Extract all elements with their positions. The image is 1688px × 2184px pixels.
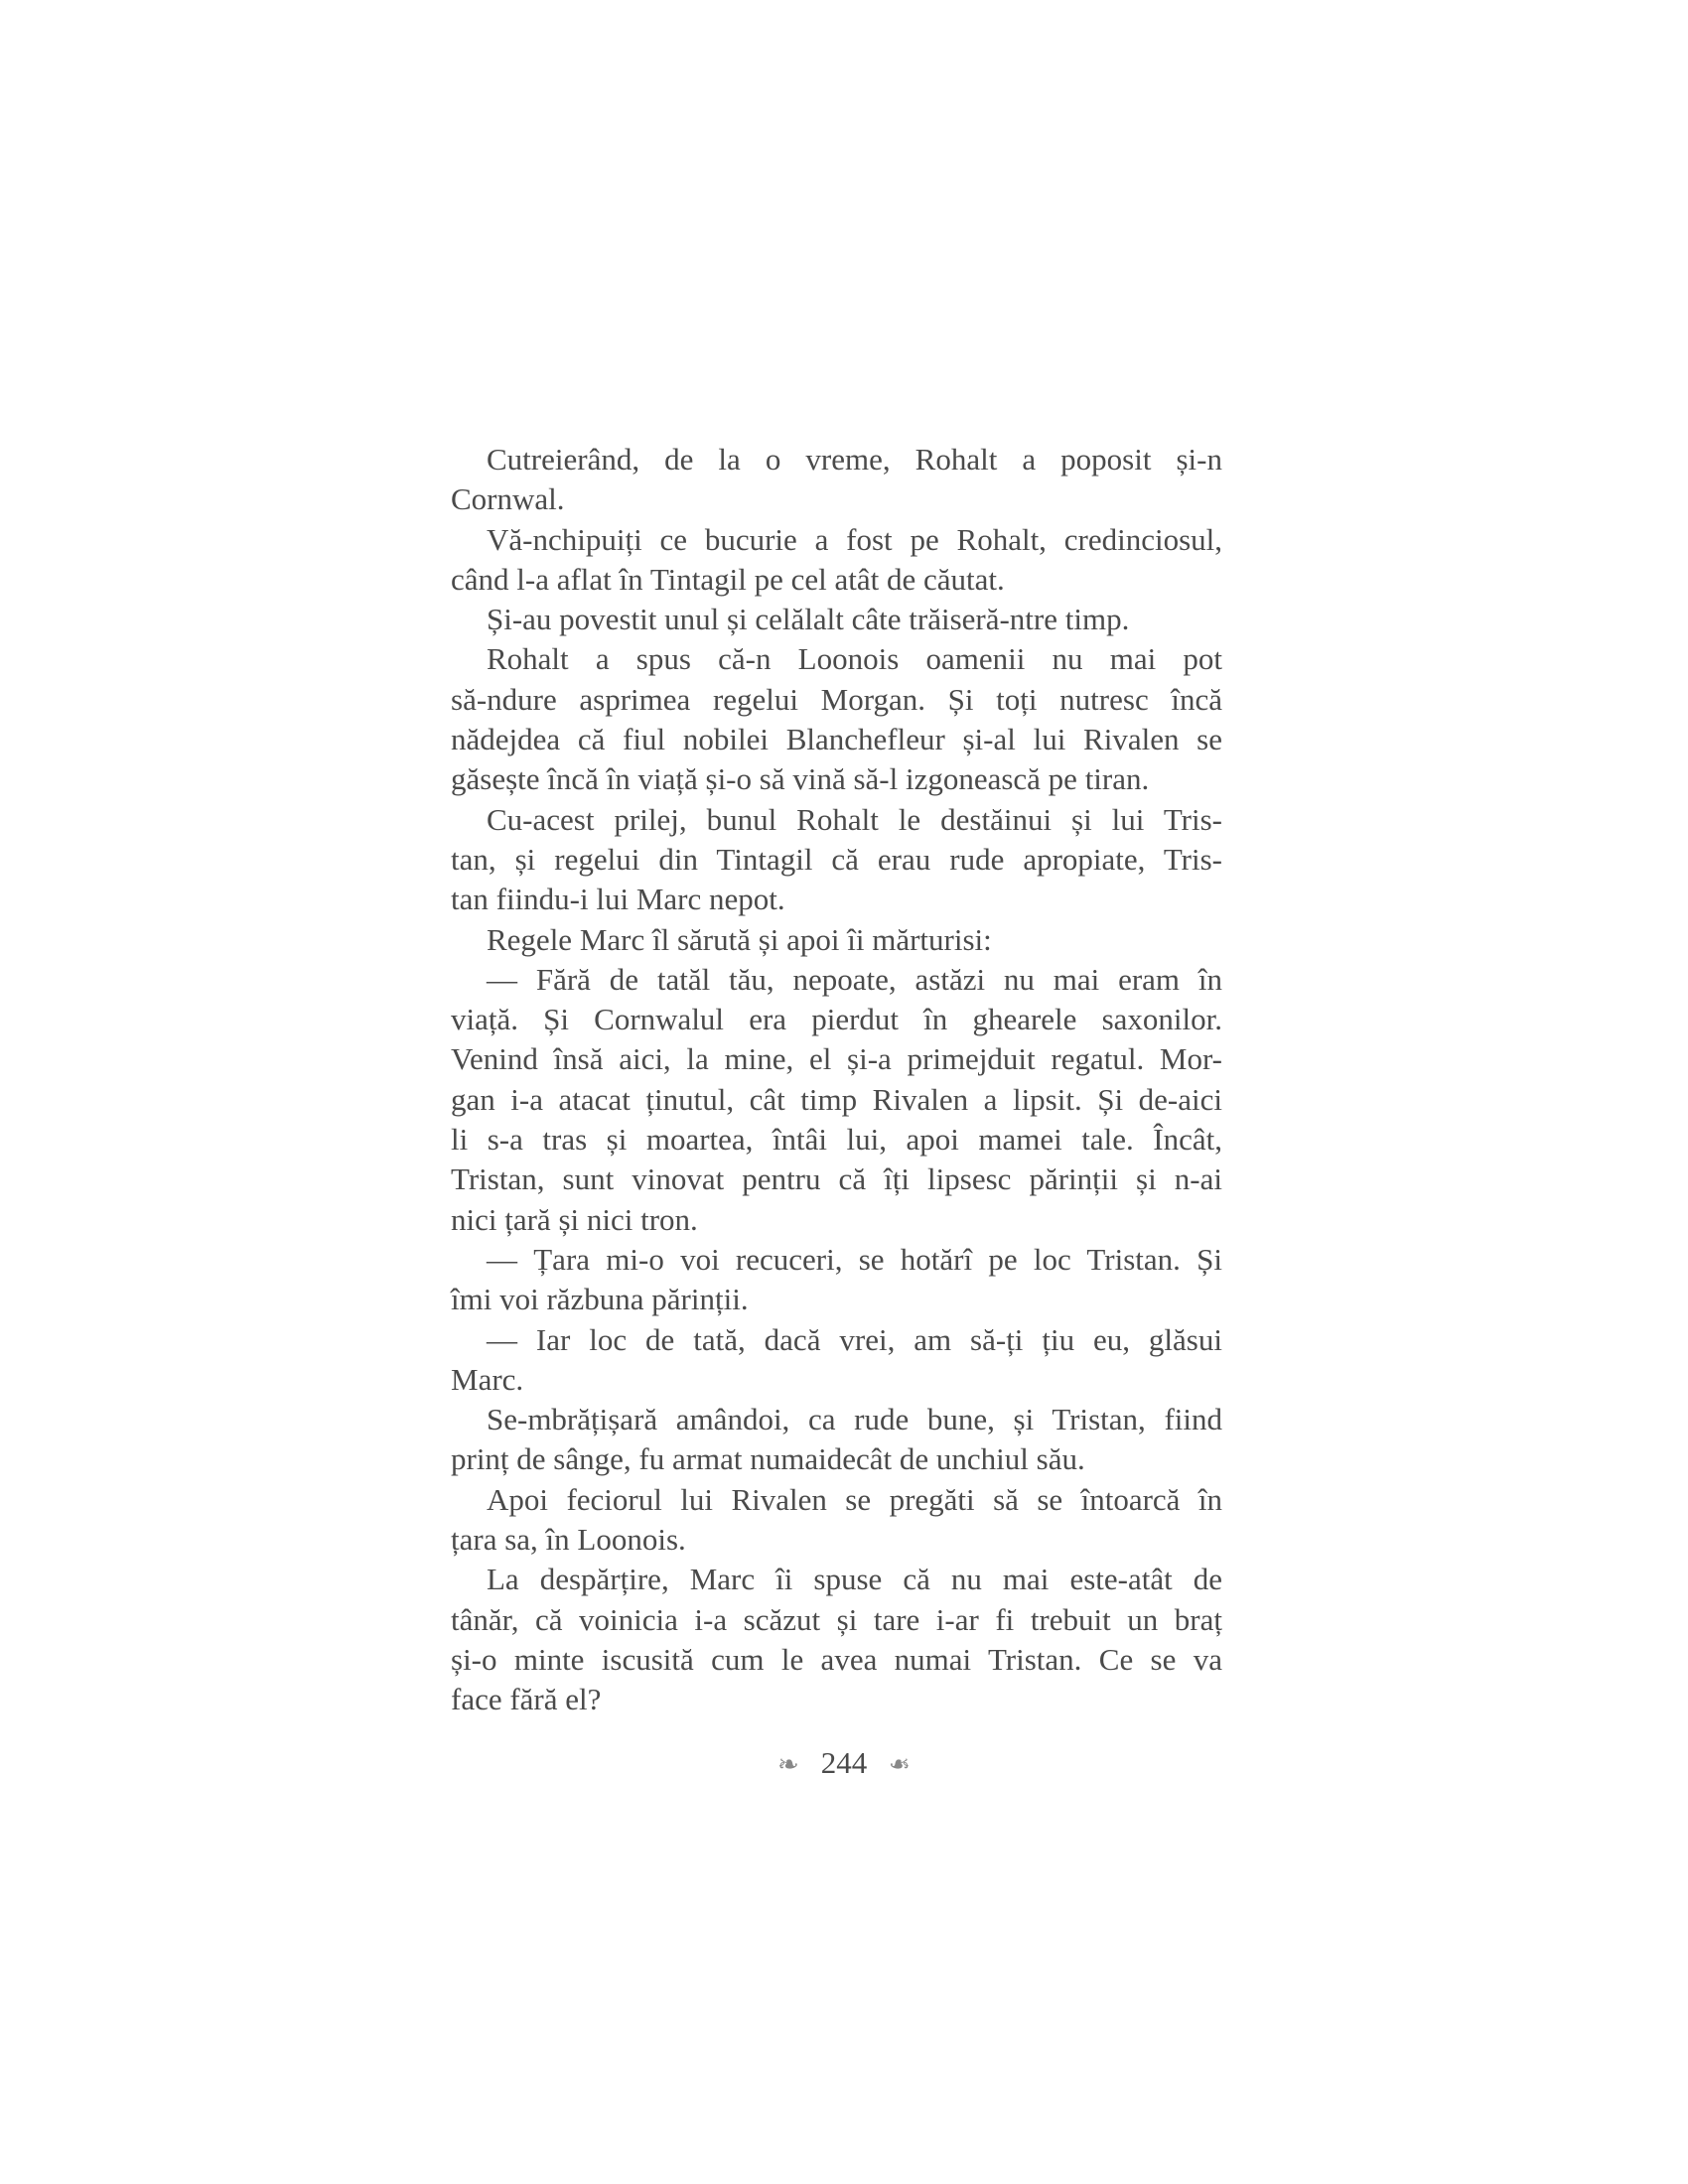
text-line: Rohalt a spus că-n Loonois oamenii nu mai pot <box>487 641 1222 677</box>
text-line: — Țara mi-o voi recuceri, se hotărî pe loc Tristan. Și <box>487 1241 1222 1277</box>
text-line: Apoi feciorul lui Rivalen se pregăti să se întoarcă în <box>487 1481 1222 1517</box>
paragraph <box>451 920 1222 960</box>
text-line: La despărțire, Marc îi spuse că nu mai este-atât de <box>487 1562 1222 1597</box>
text-line: nici țară și nici tron. <box>451 1201 698 1237</box>
text-line: Se-mbrățișară amândoi, ca rude bune, și Tristan, fiind <box>487 1402 1222 1437</box>
text-line: li s-a tras și moartea, întâi lui, apoi mamei tale. Încât, <box>451 1122 1222 1158</box>
body-text <box>451 440 1222 1720</box>
fleuron-right-icon: ❧ <box>889 1750 912 1779</box>
paragraph <box>451 520 1222 601</box>
paragraph <box>451 1320 1222 1401</box>
text-line: tânăr, că voinicia i-a scăzut și tare i-ar fi trebuit un braț <box>451 1601 1222 1637</box>
text-line: gan i-a atacat ținutul, cât timp Rivalen a lipsit. Și de-aici <box>451 1081 1222 1117</box>
fleuron-left-icon: ❧ <box>776 1750 799 1779</box>
text-line: Cornwal. <box>451 481 565 517</box>
text-line: tan, și regelui din Tintagil că erau rude apropiate, Tris- <box>451 841 1222 877</box>
paragraph <box>451 960 1222 1240</box>
paragraph <box>451 440 1222 520</box>
text-line: Tristan, sunt vinovat pentru că îți lipsesc părinții și n-ai <box>451 1161 1222 1197</box>
text-line: Venind însă aici, la mine, el și-a primejduit regatul. Mor- <box>451 1041 1222 1077</box>
text-line: tan fiindu-i lui Marc nepot. <box>451 882 785 917</box>
text-line: Cu-acest prilej, bunul Rohalt le destăinui și lui Tris- <box>487 801 1222 837</box>
text-line: când l-a aflat în Tintagil pe cel atât de căutat. <box>451 561 1005 597</box>
text-line: Vă-nchipuiți ce bucurie a fost pe Rohalt, credinciosul, <box>487 521 1222 557</box>
paragraph <box>451 639 1222 799</box>
text-line: Marc. <box>451 1361 524 1397</box>
text-line: să-ndure asprimea regelui Morgan. Și toți nutresc încă <box>451 681 1222 717</box>
text-line: găsește încă în viață și-o să vină să-l izgonească pe tiran. <box>451 761 1150 797</box>
text-line: Cutreierând, de la o vreme, Rohalt a poposit și-n <box>487 442 1222 477</box>
page-footer <box>0 1745 1688 1781</box>
text-line: face fără el? <box>451 1682 602 1717</box>
text-line: — Iar loc de tată, dacă vrei, am să-ți țiu eu, glăsui <box>487 1321 1222 1357</box>
text-line: țara sa, în Loonois. <box>451 1522 686 1558</box>
paragraph <box>451 600 1222 639</box>
text-line: și-o minte iscusită cum le avea numai Tristan. Ce se va <box>451 1641 1222 1677</box>
paragraph <box>451 800 1222 920</box>
text-line: prinț de sânge, fu armat numaidecât de unchiul său. <box>451 1441 1085 1477</box>
text-line: îmi voi răzbuna părinții. <box>451 1282 749 1317</box>
paragraph <box>451 1400 1222 1480</box>
paragraph <box>451 1560 1222 1719</box>
text-line: — Fără de tatăl tău, nepoate, astăzi nu mai eram în <box>487 961 1222 997</box>
page-number: 244 <box>820 1745 868 1780</box>
text-line: Și-au povestit unul și celălalt câte trăiseră-ntre timp. <box>487 602 1130 637</box>
paragraph <box>451 1480 1222 1561</box>
text-line: viață. Și Cornwalul era pierdut în ghearele saxonilor. <box>451 1002 1222 1037</box>
paragraph <box>451 1240 1222 1320</box>
text-line: Regele Marc îl sărută și apoi îi mărturisi: <box>487 921 992 957</box>
text-line: nădejdea că fiul nobilei Blanchefleur și-al lui Rivalen se <box>451 722 1222 757</box>
